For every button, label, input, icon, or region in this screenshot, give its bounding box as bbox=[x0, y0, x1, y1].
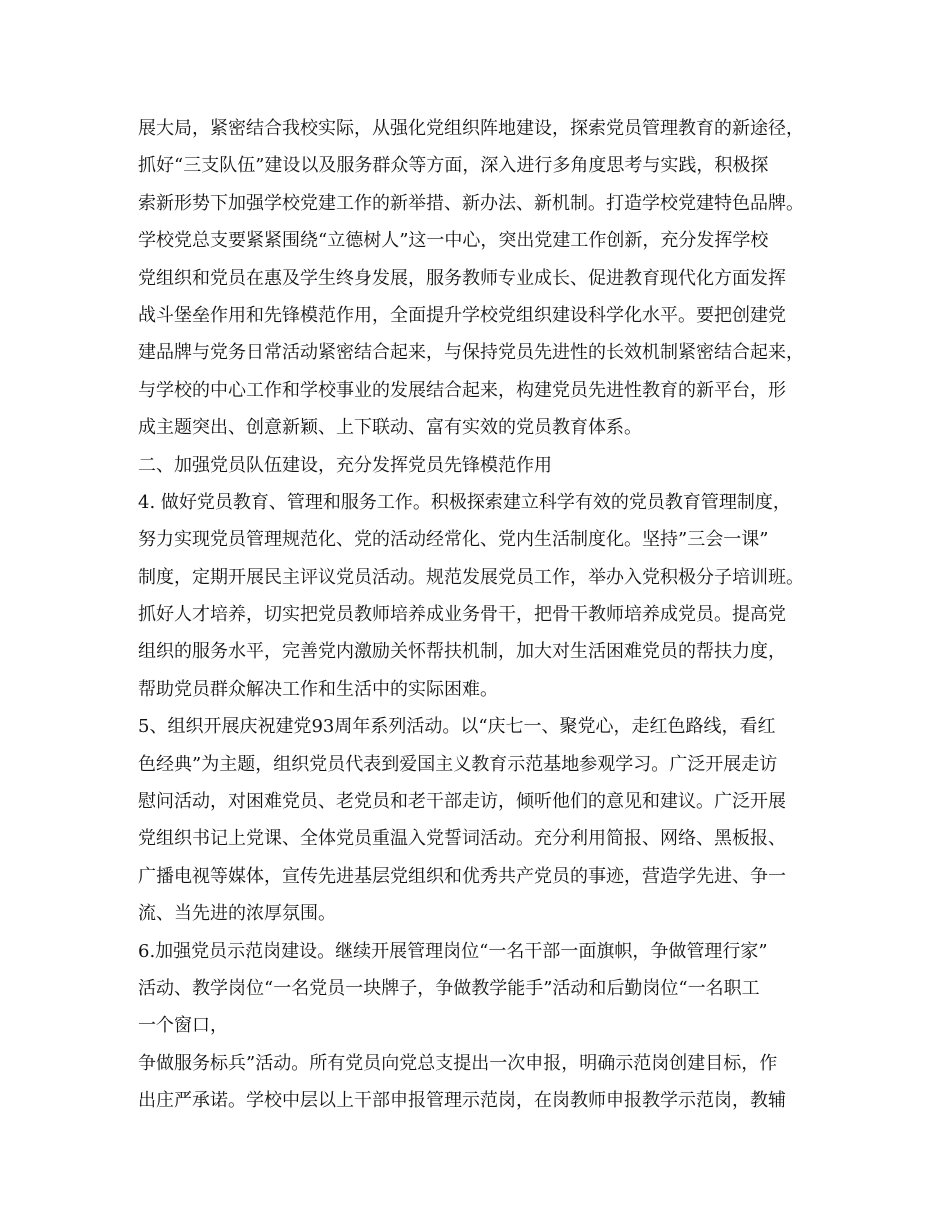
text-line: 索新形势下加强学校党建工作的新举措、新办法、新机制。打造学校党建特色品牌。 bbox=[138, 192, 804, 214]
text-line: 抓好人才培养，切实把党员教师培养成业务骨干，把骨干教师培养成党员。提高党 bbox=[138, 604, 786, 626]
text-line: 4. 做好党员教育、管理和服务工作。积极探索建立科学有效的党员教育管理制度， bbox=[138, 491, 791, 513]
text-line: 广播电视等媒体，宣传先进基层党组织和优秀共产党员的事迹，营造学先进、争一 bbox=[138, 865, 786, 887]
text-line: 帮助党员群众解决工作和生活中的实际困难。 bbox=[138, 678, 498, 700]
text-line: 建品牌与党务日常活动紧密结合起来，与保持党员先进性的长效机制紧密结合起来， bbox=[138, 342, 804, 364]
text-line: 战斗堡垒作用和先锋模范作用，全面提升学校党组织建设科学化水平。要把创建党 bbox=[138, 304, 786, 326]
text-line: 色经典”为主题，组织党员代表到爱国主义教育示范基地参观学习。广泛开展走访 bbox=[138, 753, 778, 775]
text-line: 出庄严承诺。学校中层以上干部申报管理示范岗，在岗教师申报教学示范岗，教辅 bbox=[138, 1090, 786, 1112]
text-line: 抓好“三支队伍”建设以及服务群众等方面，深入进行多角度思考与实践，积极探 bbox=[138, 155, 769, 177]
section-heading: 二、加强党员队伍建设，充分发挥党员先锋模范作用 bbox=[138, 454, 552, 476]
text-line: 组织的服务水平，完善党内激励关怀帮扶机制，加大对生活困难党员的帮扶力度， bbox=[138, 641, 786, 663]
text-line: 活动、教学岗位“一名党员一块牌子，争做教学能手”活动和后勤岗位“一名职工 bbox=[138, 977, 760, 999]
text-line: 制度，定期开展民主评议党员活动。规范发展党员工作，举办入党积极分子培训班。 bbox=[138, 566, 804, 588]
text-line: 慰问活动，对困难党员、老党员和老干部走访，倾听他们的意见和建议。广泛开展 bbox=[138, 791, 786, 813]
text-line: 流、当先进的浓厚氛围。 bbox=[138, 903, 336, 925]
text-line: 6.加强党员示范岗建设。继续开展管理岗位“一名干部一面旗帜，争做管理行家” bbox=[138, 940, 768, 962]
text-line: 一个窗口， bbox=[138, 1015, 228, 1037]
text-line: 成主题突出、创意新颖、上下联动、富有实效的党员教育体系。 bbox=[138, 417, 642, 439]
text-line: 学校党总支要紧紧围绕“立德树人”这一中心，突出党建工作创新，充分发挥学校 bbox=[138, 230, 769, 252]
text-line: 努力实现党员管理规范化、党的活动经常化、党内生活制度化。坚持”三会一课” bbox=[138, 529, 769, 551]
text-line: 与学校的中心工作和学校事业的发展结合起来，构建党员先进性教育的新平台，形 bbox=[138, 379, 786, 401]
text-line: 展大局，紧密结合我校实际，从强化党组织阵地建设，探索党员管理教育的新途径， bbox=[138, 118, 804, 139]
body-text bbox=[138, 110, 828, 1120]
text-line: 争做服务标兵”活动。所有党员向党总支提出一次申报，明确示范岗创建目标，作 bbox=[138, 1052, 778, 1074]
text-line: 5、组织开展庆祝建党93周年系列活动。以“庆七一、聚党心，走红色路线，看红 bbox=[138, 716, 776, 738]
text-line: 党组织书记上党课、全体党员重温入党誓词活动。充分利用简报、网络、黑板报、 bbox=[138, 828, 786, 850]
text-line: 党组织和党员在惠及学生终身发展，服务教师专业成长、促进教育现代化方面发挥 bbox=[138, 267, 786, 289]
